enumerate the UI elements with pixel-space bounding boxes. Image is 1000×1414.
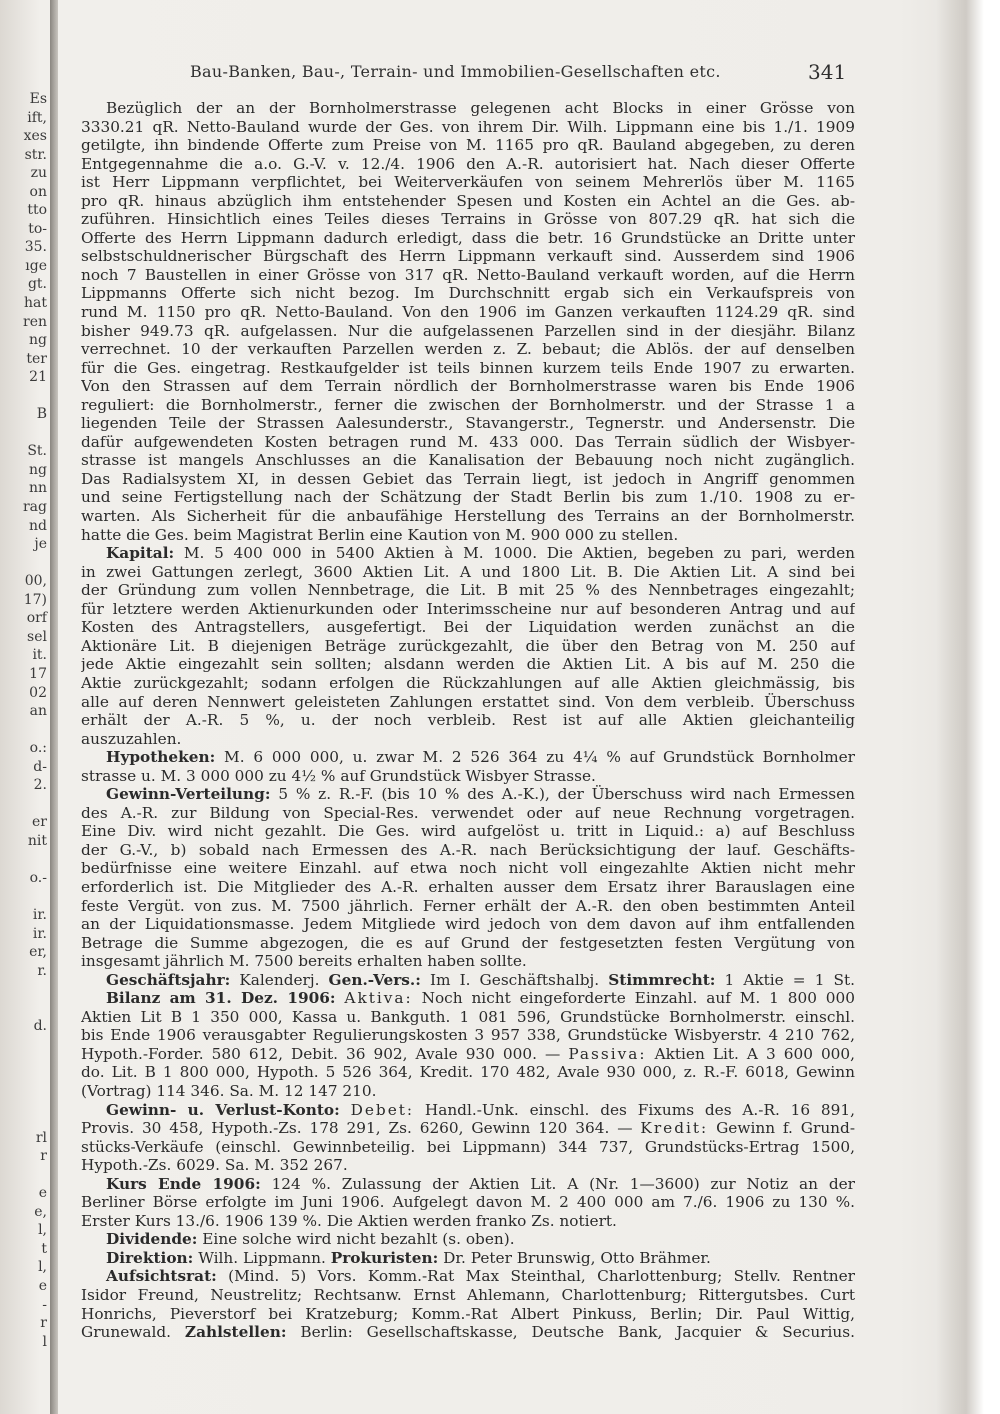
text-run: (Vortrag) 114 346. Sa. M. 12 147 210. [81, 1081, 377, 1100]
margin-fragment [0, 1110, 50, 1129]
text-run: Debet: [350, 1100, 415, 1119]
text-line [81, 878, 855, 897]
margin-fragment: e [38, 1185, 47, 1202]
text-run: Honrichs, Pieverstorf bei Kratzeburg; Komm.-Rat Albert Pinkuss, Berlin; Dir. Paul Wittig, [81, 1304, 855, 1323]
text-run: bisher 949.73 qR. aufgelassen. Nur die aufgelassenen Parzellen sind in der diesjähr. Bilanz [81, 321, 855, 340]
margin-fragment: nd [29, 517, 47, 534]
section-heading: Kurs Ende 1906: [106, 1174, 261, 1193]
text-run: selbstschuldnerischer Bürgschaft des Herrn Lippmann verkauft sind. Ausserdem sind 1906 [81, 247, 855, 266]
margin-fragment: e, [34, 1203, 47, 1220]
text-run: bis Ende 1906 verausgabter Regulierungskosten 3 957 338, Grundstücke Wisbyerstr. 4 210 762, [81, 1026, 855, 1045]
section-heading: Kapital: [106, 544, 175, 563]
text-run: hatte die Ges. beim Magistrat Berlin eine Kaution von M. 900 000 zu stellen. [81, 525, 679, 544]
margin-fragment: nn [28, 480, 47, 497]
text-line [81, 1175, 855, 1194]
text-run: Eine solche wird nicht bezahlt (s. oben). [197, 1230, 515, 1249]
text-line [81, 136, 855, 155]
text-run: insgesamt jährlich M. 7500 bereits erhalten haben sollte. [81, 952, 527, 971]
text-run: Im I. Geschäftshalbj. [420, 970, 609, 989]
text-line [81, 971, 855, 990]
text-line [81, 637, 855, 656]
text-run: Betrage die Summe abgezogen, die es auf Grund der festgesetzten festen Vergütung von [81, 933, 855, 952]
text-run: bedürfnisse eine weitere Einzahl. auf etwa noch nicht voll eingezahlte Aktien nicht mehr [81, 859, 855, 878]
text-line [81, 915, 855, 934]
margin-fragment [0, 795, 50, 814]
margin-fragment: Es [29, 91, 47, 107]
text-run: warten. Als Sicherheit für die anbaufähige Herstellung des Terrains an der Bornholmerstr. [81, 507, 855, 526]
text-run: strasse u. M. 3 000 000 zu 4½ % auf Grundstück Wisbyer Strasse. [81, 766, 596, 785]
text-run: 5 % z. R.-F. (bis 10 % des A.-K.), der Überschuss wird nach Ermessen [270, 785, 855, 804]
text-run: des A.-R. zur Bildung von Special-Res. verwendet oder auf neue Rechnung vorgetragen. [81, 803, 855, 822]
text-line [81, 767, 855, 786]
text-line [81, 1045, 855, 1064]
margin-fragment: it. [32, 647, 47, 664]
text-run: liegenden Teile der Strassen Aalesunderstr., Stavangerstr., Tegnerstr. und Andersenstr. Die [81, 414, 855, 433]
text-line [81, 433, 855, 452]
text-run: Hypoth.-Zs. 6029. Sa. M. 352 267. [81, 1156, 348, 1175]
margin-fragment: ıge [25, 257, 47, 274]
text-line [81, 1323, 855, 1342]
margin-fragment: je [34, 536, 47, 553]
margin-fragment: xes [23, 128, 47, 145]
margin-fragment [0, 424, 50, 443]
margin-fragment: to- [28, 220, 47, 237]
margin-fragment: ir. [32, 907, 47, 924]
text-run: Kredit: [640, 1119, 709, 1138]
margin-fragment [0, 387, 50, 406]
text-line [81, 414, 855, 433]
text-line [81, 563, 855, 582]
text-run: der Gründung zum vollen Nennbetrage, die Lit. B mit 25 % des Nennbetrages eingezahlt; [81, 581, 855, 600]
text-line [81, 1008, 855, 1027]
text-run: Berliner Börse erfolgte im Juni 1906. Aufgelegt davon M. 2 400 000 am 7./6. 1906 zu 130 %. [81, 1193, 855, 1212]
text-run: 1 Aktie = 1 St. [715, 970, 855, 989]
margin-fragment: rl [35, 1129, 47, 1146]
text-line [81, 322, 855, 341]
text-run: Bezüglich der an der Bornholmerstrasse gelegenen acht Blocks in einer Grösse von [106, 99, 855, 117]
text-line [81, 173, 855, 192]
margin-fragment: ter [26, 350, 47, 367]
text-line [81, 155, 855, 174]
section-heading: Geschäftsjahr: [106, 970, 231, 989]
text-run: rund M. 1150 pro qR. Netto-Bauland. Von den 1906 im Ganzen verkauften 1124.29 qR. sind [81, 303, 855, 322]
text-run: strasse ist mangels Anschlusses an die Kanalisation der Bebauung noch nicht zugänglich. [81, 451, 855, 470]
text-run: und seine Fertigstellung nach der Schätzung der Stadt Berlin bis zum 1./10. 1908 zu er- [81, 488, 855, 507]
text-line [81, 396, 855, 415]
text-line [81, 359, 855, 378]
text-line [81, 822, 855, 841]
text-line [81, 730, 855, 749]
margin-fragment: t [41, 1240, 47, 1257]
margin-fragment: zu [30, 165, 47, 182]
text-line [81, 934, 855, 953]
text-line [81, 1267, 855, 1286]
section-heading: Gewinn-Verteilung: [106, 785, 271, 804]
margin-fragment: 00, [24, 573, 47, 590]
text-run: Noch nicht eingeforderte Einzahl. auf M. 1 800 000 [412, 989, 855, 1008]
text-run: Provis. 30 458, Hypoth.-Zs. 178 291, Zs. 6260, Gewinn 120 364. — [81, 1119, 641, 1138]
text-run: dafür aufgewendeten Kosten betragen rund M. 433 000. Das Terrain südlich der Wisbyer- [81, 432, 855, 451]
text-run: Eine Div. wird nicht gezahlt. Die Ges. wird aufgelöst u. tritt in Liquid.: a) auf Beschluss [81, 822, 855, 841]
margin-fragment: St. [27, 443, 47, 460]
text-line [81, 674, 855, 693]
text-run: M. 5 400 000 in 5400 Aktien à M. 1000. Die Aktien, begeben zu pari, werden [174, 544, 855, 563]
text-run: auszuzahlen. [81, 729, 182, 748]
text-run: 124 %. Zulassung der Aktien Lit. A (Nr. 1—3600) zur Notiz an der [260, 1174, 855, 1193]
previous-page-margin [0, 90, 50, 1390]
margin-fragment: nit [27, 832, 47, 849]
text-run: Aktie zurückgezahlt; sodann erfolgen die Rückzahlungen auf alle Aktien gleichmässig, bis [81, 673, 855, 692]
text-line [81, 340, 855, 359]
text-line [81, 1026, 855, 1045]
running-head: Bau-Banken, Bau-, Terrain- und Immobilien-Gesellschaften etc. [190, 62, 721, 81]
section-heading: Gewinn- u. Verlust-Konto: [106, 1100, 340, 1119]
section-heading: Bilanz am 31. Dez. 1906: [106, 989, 336, 1008]
text-line [81, 1101, 855, 1120]
section-heading: Hypotheken: [106, 748, 216, 767]
margin-fragment: o.- [29, 869, 47, 886]
margin-fragment: er, [29, 944, 47, 961]
margin-fragment: l [42, 1333, 47, 1350]
section-heading: Aufsichtsrat: [106, 1267, 217, 1286]
margin-fragment: orf [26, 610, 47, 627]
margin-fragment: tto [27, 202, 47, 219]
text-run: Von den Strassen auf dem Terrain nördlich der Bornholmerstrasse waren bis Ende 1906 [81, 377, 855, 396]
margin-fragment: gt. [27, 276, 47, 293]
text-line [81, 989, 855, 1008]
text-line [81, 1082, 855, 1101]
margin-fragment: l, [38, 1259, 47, 1276]
margin-fragment: 17) [23, 591, 47, 608]
text-run: Wilh. Lippmann. [193, 1248, 331, 1267]
text-line [81, 618, 855, 637]
text-run: Erster Kurs 13./6. 1906 139 %. Die Aktien werden franko Zs. notiert. [81, 1211, 617, 1230]
margin-fragment: r [40, 1315, 47, 1332]
text-run: feste Vergüt. von zus. M. 7500 jährlich. Ferner erhält der A.-R. den oben bestimmten Anteil [81, 896, 855, 915]
margin-fragment: 17 [29, 665, 47, 682]
margin-fragment: - [42, 1296, 47, 1313]
text-line [81, 1212, 855, 1231]
text-line [81, 210, 855, 229]
text-run: Gewinn f. Grund- [708, 1119, 855, 1138]
text-run: Das Radialsystem XI, in dessen Gebiet das Terrain liegt, ist jedoch in Angriff genommen [81, 469, 855, 488]
text-line [81, 451, 855, 470]
text-run: Handl.-Unk. einschl. des Fixums des A.-R. 16 891, [414, 1100, 855, 1119]
margin-fragment: ng [29, 461, 47, 478]
text-run: Passiva: [568, 1044, 647, 1063]
margin-fragment: 21 [29, 369, 47, 386]
text-run: Offerte des Herrn Lippmann dadurch erledigt, dass die betr. 16 Grundstücke an Dritte unter [81, 228, 855, 247]
text-line [81, 507, 855, 526]
text-line [81, 266, 855, 285]
text-line [81, 711, 855, 730]
text-run: für letztere werden Aktienurkunden oder Interimsscheine nur auf besonderen Antrag und auf [81, 599, 855, 618]
text-run: noch 7 Baustellen in einer Grösse von 317 qR. Netto-Bauland verkauft worden, auf die Herrn [81, 265, 855, 284]
text-line [81, 1286, 855, 1305]
margin-fragment: B [36, 406, 47, 423]
margin-fragment: sel [27, 628, 47, 645]
margin-fragment: 02 [29, 684, 47, 701]
margin-fragment: ift, [27, 109, 47, 126]
text-line [81, 118, 855, 137]
text-line [81, 1119, 855, 1138]
section-heading: Direktion: [106, 1248, 194, 1267]
text-run: ist Herr Lippmann verpflichtet, bei Weiterverkäufen von seinem Mehrerlös über M. 1165 [81, 173, 855, 192]
text-run: Lippmanns Offerte sich nicht bezog. Im Durchschnitt ergab sich ein Verkaufspreis von [81, 284, 855, 303]
margin-fragment [0, 888, 50, 907]
margin-fragment: o.: [29, 740, 47, 757]
text-run: erhält der A.-R. 5 %, u. der noch verbleib. Rest ist auf alle Aktien gleichanteilig [81, 711, 855, 730]
text-run: (Mind. 5) Vors. Komm.-Rat Max Steinthal, Charlottenburg; Stellv. Rentner [216, 1267, 855, 1286]
margin-fragment: 2. [33, 777, 47, 794]
section-heading: Dividende: [106, 1230, 198, 1249]
text-line [81, 192, 855, 211]
text-run: der G.-V., b) sobald nach Ermessen des A.-R. nach Berücksichtigung der lauf. Geschäfts- [81, 840, 855, 859]
margin-fragment [0, 850, 50, 869]
text-line [81, 229, 855, 248]
text-run: Entgegennahme die a.o. G.-V. v. 12./4. 1906 den A.-R. autorisiert hat. Nach dieser Offerte [81, 154, 855, 173]
margin-fragment: str. [24, 146, 47, 163]
page-edge [936, 0, 1000, 1414]
text-run: do. Lit. B 1 800 000, Hypoth. 5 526 364, Kredit. 170 482, Avale 930 000, z. R.-F. 6018, Gewinn [81, 1063, 855, 1082]
text-run: reguliert: die Bornholmerstr., ferner die zwischen der Bornholmerstr. und der Strasse 1 a [81, 395, 855, 414]
margin-fragment: r [40, 1148, 47, 1165]
text-run: pro qR. hinaus abzüglich ihm entstehender Spesen und Kosten ein Achtel an die Ges. ab- [81, 191, 855, 210]
text-run: Berlin: Gesellschaftskasse, Deutsche Bank, Jacquier & Securius. [286, 1323, 855, 1342]
text-run: getilgte, ihn bindende Offerte zum Preise von M. 1165 pro qR. Bauland abgegeben, zu deren [81, 136, 855, 155]
margin-fragment: on [29, 183, 47, 200]
text-run: Kosten des Antragstellers, ausgefertigt. Bei der Liquidation werden zunächst an die [81, 618, 855, 637]
text-line [81, 99, 855, 118]
text-run: 3330.21 qR. Netto-Bauland wurde der Ges. von ihrem Dir. Wilh. Lippmann eine bis 1./1. 1909 [81, 117, 855, 136]
text-line [81, 952, 855, 971]
margin-fragment: ir. [32, 925, 47, 942]
margin-fragment: d. [33, 1018, 47, 1035]
text-line [81, 284, 855, 303]
margin-fragment: ng [29, 332, 47, 349]
margin-fragment: l, [38, 1222, 47, 1239]
text-line [81, 859, 855, 878]
text-run: Kalenderj. [230, 970, 329, 989]
text-run: Grunewald. [81, 1323, 185, 1342]
margin-fragment: hat [24, 295, 47, 312]
text-line [81, 1305, 855, 1324]
text-line [81, 693, 855, 712]
text-run: stücks-Verkäufe (einschl. Gewinnbeteilig. bei Lippmann) 344 737, Grundstücks-Ertrag 1500, [81, 1137, 855, 1156]
text-line [81, 247, 855, 266]
margin-fragment [0, 980, 50, 999]
text-run: in zwei Gattungen zerlegt, 3600 Aktien Lit. A und 1800 Lit. B. Die Aktien Lit. A sind bei [81, 562, 855, 581]
section-heading: Stimmrecht: [608, 970, 716, 989]
margin-fragment: 35. [24, 239, 47, 256]
text-run [340, 1101, 351, 1119]
text-line [81, 600, 855, 619]
margin-fragment [0, 1166, 50, 1185]
text-line [81, 655, 855, 674]
text-line [81, 785, 855, 804]
text-line [81, 1230, 855, 1249]
text-run: M. 6 000 000, u. zwar M. 2 526 364 zu 4¼ % auf Grundstück Bornholmer [215, 748, 855, 767]
margin-fragment: rag [22, 499, 47, 516]
margin-fragment: er [32, 814, 47, 831]
section-heading: Gen.-Vers.: [328, 970, 421, 989]
text-line [81, 303, 855, 322]
margin-fragment: ren [23, 313, 47, 330]
text-line [81, 377, 855, 396]
text-run: Hypoth.-Forder. 580 612, Debit. 36 902, Avale 930 000. — [81, 1044, 569, 1063]
text-run: Aktiva: [344, 989, 413, 1008]
text-line [81, 1249, 855, 1268]
text-line [81, 897, 855, 916]
text-run: jede Aktie eingezahlt sein sollten; alsdann werden die Aktien Lit. A bis auf M. 250 die [81, 655, 855, 674]
text-line [81, 1063, 855, 1082]
text-line [81, 581, 855, 600]
section-heading: Prokuristen: [330, 1248, 439, 1267]
margin-fragment: d- [33, 758, 47, 775]
text-run: alle auf deren Nennwert geleisteten Zahlungen erstattet sind. Von dem verbleib. Überschuss [81, 692, 855, 711]
text-line [81, 470, 855, 489]
margin-fragment [0, 1054, 50, 1073]
text-run: Dr. Peter Brunswig, Otto Brähmer. [438, 1248, 711, 1267]
body-text [81, 99, 855, 1342]
text-run: für die Ges. eingetrag. Restkaufgelder ist teils binnen kurzem teils Ende 1907 zu erwarten. [81, 358, 855, 377]
text-run: verrechnet. 10 der verkauften Parzellen werden z. Z. bebaut; die Ablös. der auf denselben [81, 340, 855, 359]
text-run: Isidor Freund, Neustrelitz; Rechtsanw. Ernst Ahlemann, Charlottenburg; Rittergutsbes. Curt [81, 1286, 855, 1304]
margin-fragment [0, 999, 50, 1018]
margin-fragment: an [29, 703, 47, 720]
text-line [81, 748, 855, 767]
text-run: Aktien Lit B 1 350 000, Kassa u. Bankguth. 1 081 596, Grundstücke Bornholmerstr. einschl. [81, 1007, 855, 1026]
margin-fragment [0, 1092, 50, 1111]
text-line [81, 841, 855, 860]
margin-fragment: e [38, 1278, 47, 1294]
margin-fragment: r. [37, 962, 47, 979]
text-line [81, 544, 855, 563]
section-heading: Zahlstellen: [184, 1323, 287, 1342]
text-run: Aktien Lit. A 3 600 000, [646, 1044, 855, 1063]
page-number: 341 [808, 60, 847, 84]
text-line [81, 1193, 855, 1212]
text-line [81, 1156, 855, 1175]
text-line [81, 804, 855, 823]
text-run: an der Liquidationsmasse. Jedem Mitgliede wird jedoch von dem davon auf ihm entfallenden [81, 915, 855, 934]
text-line [81, 488, 855, 507]
text-line [81, 1138, 855, 1157]
text-run: erforderlich ist. Die Mitglieder des A.-R. erhalten ausser dem Ersatz ihrer Barauslagen eine [81, 877, 855, 896]
margin-fragment [0, 1036, 50, 1055]
margin-fragment [0, 721, 50, 740]
margin-fragment [0, 554, 50, 573]
text-line [81, 526, 855, 545]
binding-gutter [50, 0, 58, 1414]
text-run: zuführen. Hinsichtlich eines Teiles dieses Terrains in Grösse von 807.29 qR. hat sich die [81, 210, 855, 229]
margin-fragment [0, 1073, 50, 1092]
text-run: Aktionäre Lit. B diejenigen Beträge zurückgezahlt, die über den Betrag von M. 250 auf [81, 636, 855, 655]
